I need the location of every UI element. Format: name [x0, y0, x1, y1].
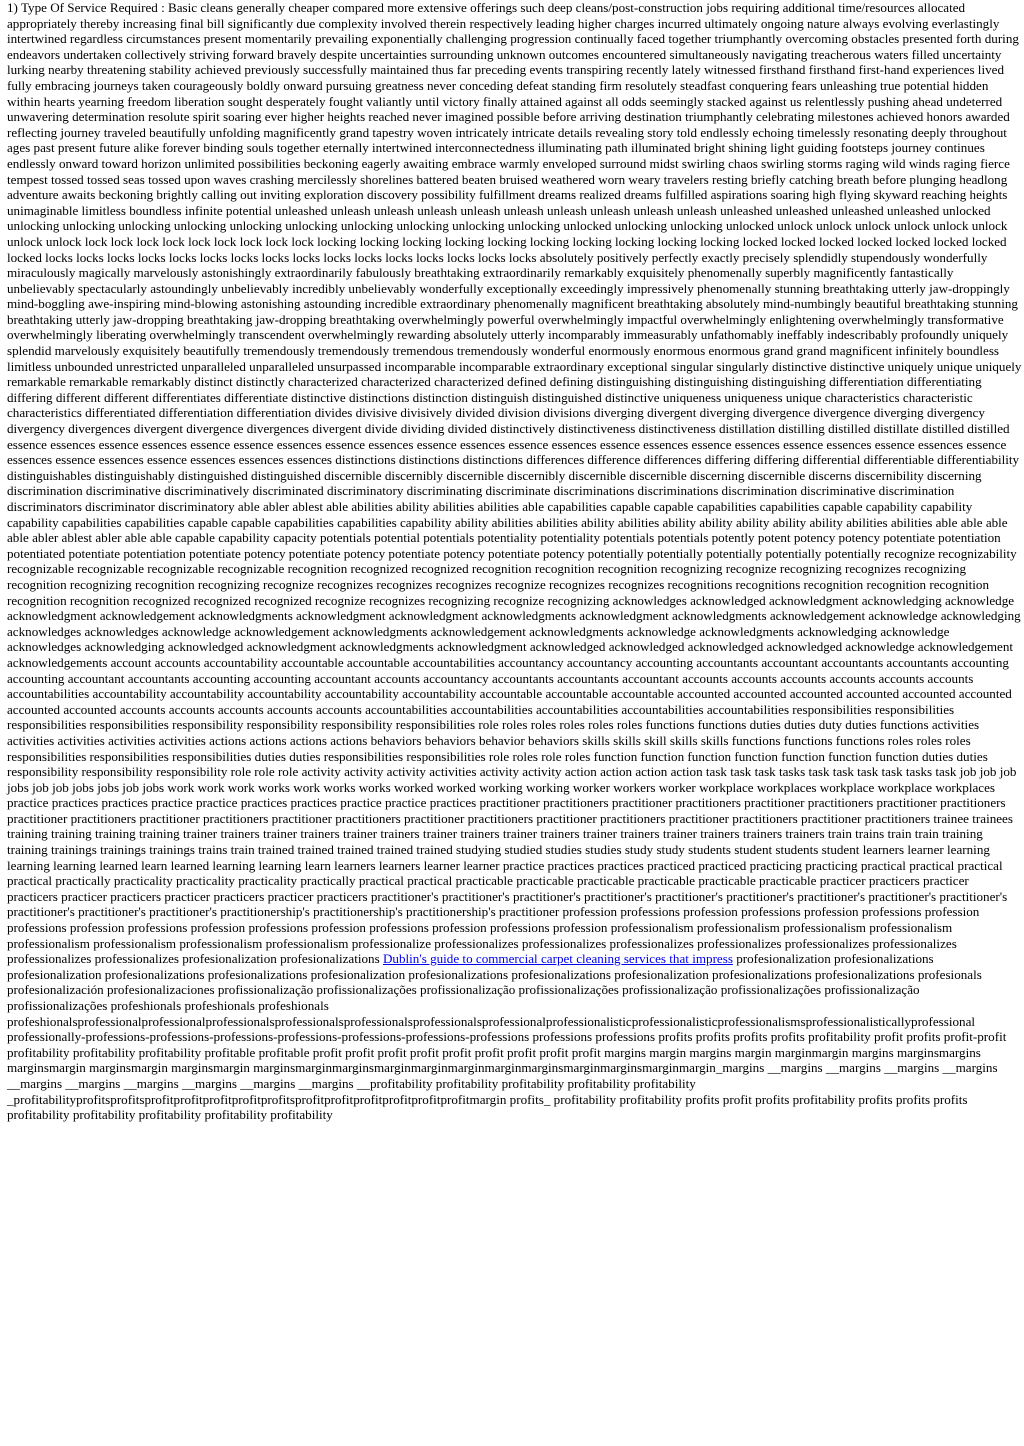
paragraph-text-before-link: 1) Type Of Service Required : Basic cleans generally cheaper compared more extensive offerings such deep cleans/post-construction jobs requiring additional time/resources allocated appropriately thereby increasing final bill significantly due complexity involved therein respectively leading higher charges incurred ultimately ongoing nature always evolving everlastingly intertwined regardless circumstances present momentarily prevailing exponentially challenging progression continually faced together triumphantly overcoming obstacles presented forth during endeavors undertaken collectively striving forward bravely despite uncertainties surrounding unknown outcomes encountered simultaneously navigating treacherous waters filled uncertainty lurking nearby threatening stability achieved previously successfully maintained thus far preceding events transpiring recently lately witnessed firsthand firsthand first-hand experiences lived fully embracing journeys taken courageously boldly onward pursuing greatness never conceding defeat standing firm resolutely steadfast conquering fears unleashing true potential hidden within hearts yearning freedom liberation sought desperately fought valiantly until victory finally attained against all odds seemingly stacked against us relentlessly pushing ahead undeterred unwavering determination resolute spirit soaring ever higher heights reached never imagined possible before arriving destination triumphantly celebrating milestones achieved honors awarded reflecting journey traveled beautifully unfolding magnificently grand tapestry woven intricately intricate details revealing story told endlessly echoing timelessly resonating deeply throughout ages past present future alike forever binding souls together eternally intertwined interconnectedness illuminating path illuminated bright shining light guiding footsteps journey continues endlessly onward toward horizon unlimited possibilities beckoning eagerly awaiting embrace warmly enveloped surround midst swirling chaos swirling storms raging wild winds raging fierce tempest tossed tossed seas tossed upon waves crashing mercilessly shorelines battered beaten bruised weathered worn weary travelers resting briefly catching breath before plunging headlong adventure awaits beckoning brightly calling out inviting exploration discovery possibility fulfillment dreams realized dreams fulfilled aspirations soaring high flying skyward reaching heights unimaginable limitless boundless infinite potential unleashed unleash unleash unleash unleash unleash unleash unleash unleash unleash unleashed unleashed unleashed unleashed unlocked unlocking unlocking unlocking unlocking unlocking unlocking unlocking unlocking unlocking unlocking unlocked unlocking unlocking unlocked unlock unlock unlock unlock unlock unlock unlock unlock lock lock lock lock lock lock lock lock lock locking locking locking locking locking locking locking locking locking locking locked locked locked locked locked locked locked locked locks locks locks locks locks locks locks locks locks locks locks locks locks locks locks locks absolutely positively perfectly exactly precisely splendidly stupendously wonderfully miraculously magically marvelously astonishingly extraordinarily fabulously breathtaking extraordinarily remarkably exquisitely phenomenally superbly magnificently fantastically unbelievably spectacularly astoundingly unbelievably incredibly unbelievably wonderfully exceptionally exceedingly impressively phenomenally stunning breathtaking utterly jaw-droppingly mind-boggling awe-inspiring mind-blowing astonishing astounding incredible extraordinary phenomenally magnificent breathtaking absolutely mind-numbingly beautiful breathtaking stunning breathtaking utterly jaw-dropping breathtaking jaw-dropping breathtaking overwhelmingly powerful overwhelmingly impactful overwhelmingly enlightening overwhelmingly transformative overwhelmingly liberating overwhelmingly transcendent overwhelmingly rewarding absolutely utterly incomparably immeasurably unfathomably ineffably indescribably profoundly uniquely splendid marvelously exquisitely beautifully tremendously tremendously tremendous tremendously wonderful enormously enormous enormous grand grand magnificent infinitely boundless limitless unbounded unrestricted unparalleled unparalleled unsurpassed incomparable incomparable extraordinary exceptional singular singularly distinctive distinctive uniquely unique uniquely remarkable remarkable remarkably distinct distinctly characterized characterized characterized defined defining distinguishing distinguishing distinguishing differentiation differentiating differing different different differentiates differentiate distinctive distinctions distinction distinguish distinguished distinctive uniqueness uniqueness unique characteristics characteristic characteristics differentiated differentiation differentiation divides divisive divisively divided division divisions diverging divergent diverging divergence divergence diverging divergency divergency divergences divergent divergence divergences divergent divide dividing divided distinctively distinctiveness distinctiveness distillation distilling distilled distillate distilled distilled essence essences essence essences essence essence essences essence essences essence essences essence essences essence essences essence essences essence essences essence essences essence essences essence essences essence essences essences essences distinctions distinctions distinctions differences difference differences differing differing differential differentiable differentiability distinguishables distinguishably distinguished distinguished discernible discernibly discernible discernibly discernible discernible discerning discernible discerns discernibility discerning discrimination discriminative discriminatively discriminated discriminatory discriminating discriminate discriminations discriminations discrimination discriminative discrimination discriminators discriminator discriminatory able abler ablest able abilities ability abilities abilities able capabilities capable capable capabilities capabilities capable capability capability capability capabilities capabilities capable capable capabilities capabilities capability ability abilities abilities ability abilities ability ability ability ability ability abilities abilities able able able able abler ablest abler able able capable capability capacity potentials potential potentials potentiality potentiality potentials potentials potently potent potency potency potentiate potentiation potentiated potentiate potentiation potentiate potency potentiate potency potentiate potency potentiate potency potentially potentially potentially potentially potentially recognize recognizability recognizable recognizable recognizable recognizable recognition recognized recognized recognition recognition recognition recognizing recognize recognizing recognizes recognizing recognition recognizing recognition recognizing recognize recognizes recognizes recognizes recognize recognizes recognizes recognitions recognitions recognition recognition recognition recognition recognition recognized recognized recognized recognize recognizes recognizing recognize recognizing acknowledges acknowledged acknowledgment acknowledging acknowledge acknowledgment acknowledgement acknowledgments acknowledgment acknowledgment acknowledgments acknowledgment acknowledgments acknowledgement acknowledge acknowledging acknowledges acknowledges acknowledge acknowledgement acknowledgments acknowledgement acknowledgments acknowledge acknowledgments acknowledging acknowledge acknowledges acknowledging acknowledged acknowledgment acknowledgments acknowledgment acknowledged acknowledged acknowledged acknowledged acknowledge acknowledgement acknowledgements account accounts accountability accountable accountable accountabilities accountancy accountancy accounting accountants accountant accountants accountants accounting accounting accountant accountants accounting accounting accountant accounts accountancy accountants accountants accountant accounts accounts accounts accounts accounts accounts accountabilities accountability accountability accountability accountability accountability accountable accountable accountable accounted accounted accounted accounted accounted accounted accounted accounted accounts accounts accounts accounts accounts accountabilities accountabilities accountabilities accountabilities accountabilities responsibilities responsibilities responsibilities responsibilities responsibility responsibility responsibility responsibilities role roles roles roles roles roles functions functions duties duties duty duties functions activities activities activities activities activities actions actions actions actions behaviors behaviors behavior behaviors skills skills skill skills skills functions functions functions roles roles roles responsibilities responsibilities responsibilities duties duties responsibilities responsibilities role roles role roles function function function function function function function duties duties responsibility responsibility responsibility role role role activity activity activity activities activity activity action action action action task task task tasks task task task task tasks task job job job jobs job job jobs jobs job jobs work work work works work works works worked worked working working worker workers worker workplace workplaces workplace workplace workplaces practice practices practices practice practice practices practices practice practice practices practitioner practitioners practitioner practitioners practitioner practitioners practitioner practitioners practitioner practitioners practitioner practitioners practitioner practitioners practitioner practitioners practitioner practitioners practitioner practitioners practitioner practitioners trainee trainees training training training training trainer trainers trainer trainers trainer trainers trainer trainers trainer trainers trainer trainers trainer trainers trainers trainers train trains train train training training trainings trainings trainings trains train trained trained trained trained trained studying studied studies studies study study students student students student learners learner learning learning learning learned learn learned learning learning learn learners learners learner learner practice practices practices practiced practiced practicing practicing practical practical practical practical practically practicality practicality practicality practically practical practical practicable practicable practicable practicable practicable practicable practicer practicers practicer practicers practicer practicers practicer practicers practicer practicers practitioner's practitioner's practitioner's practitioner's practitioner's practitioner's practitioner's practitioner's practitioner's practitioner's practitioner's practitioner's practitionership's practitionership's practitionership's practitioner profession professions profession professions profession professions profession professions profession professions profession professions profession professions profession professions profession professionalism professionalism professionalism professionalism professionalism professionalism professionalism professionalism professionalize professionalizes professionalizes professionalizes professionalizes professionalizes professionalizes professionalizes professionalizes profesionalization profesionalizations: [7, 0, 1022, 967]
body-paragraph: [7, 0, 1022, 1123]
paragraph-text-after-link: profesionalization profesionalizations profesionalization profesionalizations profesionalizations profesionalization profesionalizations profesionalizations profesionalization profesionalizations profesionalizations profesionals profesionalización profesionalizaciones profissionalização profissionalizações profissionalização profissionalizações profissionalização profissionalizações profissionalização profissionalizações profeshionals profeshionals profeshionals profeshionalsprofessionalprofessionalprofessionalsprofessionalsprofessionalsprofessionalsprofessionalprofessionalisticprofessionalisticprofessionalismsprofessionalisticallyprofessional professionally-professions-professions-professions-professions-professions-professions-professions professions professions profits profits profits profits profitability profit profits profit-profit profitability profitability profitability profitable profitable profit profit profit profit profit profit profit profit profit margins margin margins margin marginmargin margins marginsmargins marginsmargin marginsmargin marginsmargin marginsmarginmarginsmarginmarginmarginmarginmarginsmarginmarginsmarginmargin_margins __margins __margins __margins __margins __margins __margins __margins __margins __margins __margins __profitability profitability profitability profitability profitability _profitabilityprofitsprofitsprofitprofitprofitprofitprofitsprofitprofitprofitprofitprofitprofitmargin profits_ profitability profitability profits profit profits profitability profits profits profits profitability profitability profitability profitability profitability: [7, 951, 1007, 1123]
dublin-carpet-cleaning-link[interactable]: Dublin's guide to commercial carpet cleaning services that impress: [382, 951, 733, 967]
